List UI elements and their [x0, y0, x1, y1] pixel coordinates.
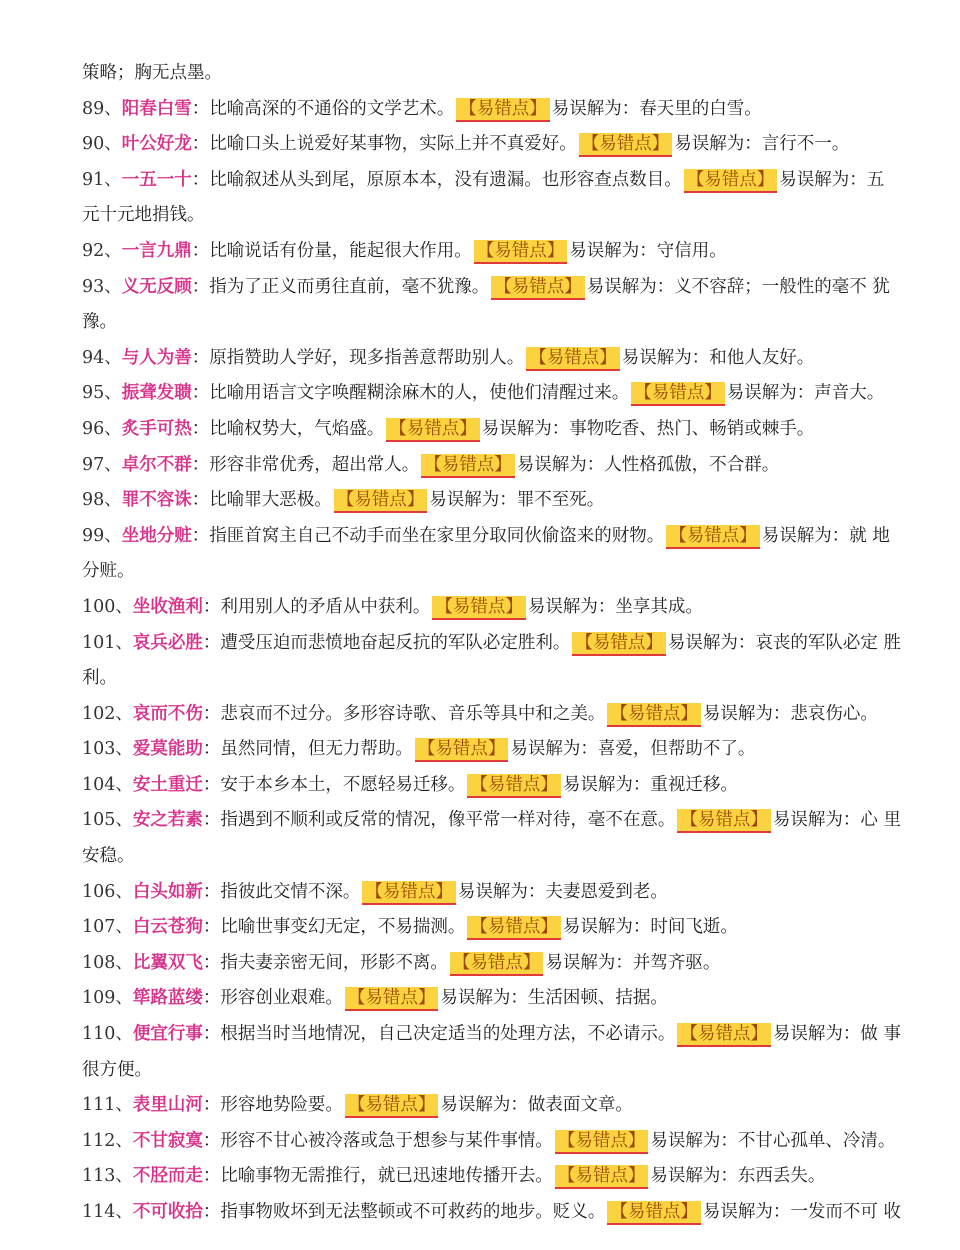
idiom-definition: ：悲哀而不过分。多形容诗歌、音乐等具中和之美。 — [202, 703, 606, 724]
error-prone-tag: 【易错点】 — [572, 632, 666, 656]
idiom-definition: ：形容创业艰难。 — [202, 988, 343, 1009]
idiom-term: 白头如新 — [132, 881, 203, 902]
misread-meaning: 春天里的白雪。 — [639, 98, 762, 119]
error-prone-tag: 【易错点】 — [450, 952, 544, 976]
entry-number: 96、 — [82, 418, 122, 439]
error-prone-tag: 【易错点】 — [456, 98, 550, 122]
misread-meaning: 生活困顿、拮据。 — [527, 988, 668, 1009]
misread-prefix: 易误解为： — [545, 952, 633, 973]
misread-meaning: 守信用。 — [656, 240, 727, 261]
entry-number: 97、 — [82, 454, 122, 475]
idiom-term: 坐收渔利 — [132, 596, 203, 617]
idiom-definition: ：比喻权势大，气焰盛。 — [191, 418, 385, 439]
misread-prefix: 易误解为： — [772, 810, 861, 831]
misread-meaning: 做 事 — [860, 1024, 901, 1045]
misread-prefix: 易误解为： — [429, 490, 517, 511]
idiom-term: 坐地分赃 — [121, 525, 192, 546]
idiom-list — [82, 92, 901, 1231]
idiom-entry — [82, 412, 878, 448]
misread-prefix: 易误解为： — [569, 240, 657, 261]
idiom-term: 表里山河 — [132, 1095, 203, 1116]
misread-meaning: 心 里 — [860, 810, 901, 831]
idiom-entry — [82, 1088, 878, 1124]
misread-prefix: 易误解为： — [527, 596, 616, 617]
idiom-definition: ：形容非常优秀，超出常人。 — [191, 454, 420, 475]
idiom-entry — [82, 163, 885, 234]
entry-continuation: 很方便。 — [82, 1059, 152, 1080]
entry-line — [82, 1195, 901, 1231]
entry-line — [82, 732, 878, 768]
idiom-definition: ：遭受压迫而悲愤地奋起反抗的军队必定胜利。 — [202, 632, 571, 653]
idiom-term: 哀兵必胜 — [132, 632, 203, 653]
misread-prefix: 易误解为： — [562, 917, 651, 938]
idiom-entry — [82, 1195, 901, 1231]
error-prone-tag: 【易错点】 — [684, 169, 778, 193]
idiom-entry — [82, 341, 878, 377]
error-prone-tag: 【易错点】 — [579, 133, 673, 157]
misread-meaning: 哀丧的军队必定 胜 — [755, 632, 901, 653]
idiom-definition: ：根据当时当地情况，自己决定适当的处理方法，不必请示。 — [202, 1024, 676, 1045]
idiom-definition: ：比喻叙述从头到尾，原原本本，没有遗漏。也形容查点数目。 — [191, 169, 682, 190]
error-prone-tag: 【易错点】 — [421, 454, 515, 478]
entry-line — [82, 946, 878, 982]
misread-meaning: 事物吃香、热门、畅销或棘手。 — [569, 418, 815, 439]
entry-line — [82, 519, 890, 555]
idiom-definition: ：指为了正义而勇往直前，毫不犹豫。 — [191, 276, 490, 297]
misread-prefix: 易误解为： — [779, 169, 867, 190]
idiom-entry — [82, 519, 890, 590]
error-prone-tag: 【易错点】 — [555, 1130, 649, 1154]
entry-number: 93、 — [82, 276, 122, 297]
entry-line — [82, 92, 878, 128]
error-prone-tag: 【易错点】 — [432, 596, 526, 620]
idiom-term: 一言九鼎 — [121, 240, 192, 261]
idiom-definition: ：比喻说话有份量，能起很大作用。 — [191, 240, 472, 261]
error-prone-tag: 【易错点】 — [415, 738, 509, 762]
misread-meaning: 五 — [866, 169, 885, 190]
misread-prefix: 易误解为： — [702, 1202, 791, 1222]
error-prone-tag: 【易错点】 — [491, 276, 585, 300]
entry-number: 111、 — [82, 1095, 133, 1116]
idiom-term: 不可收拾 — [132, 1202, 203, 1222]
idiom-term: 白云苍狗 — [132, 917, 203, 938]
idiom-term: 安土重迁 — [132, 774, 203, 795]
misread-meaning: 时间飞逝。 — [650, 917, 738, 938]
idiom-term: 比翼双飞 — [132, 952, 203, 973]
misread-prefix: 易误解为： — [761, 525, 850, 546]
entry-line — [82, 981, 878, 1017]
misread-meaning: 和他人友好。 — [709, 347, 815, 368]
error-prone-tag: 【易错点】 — [386, 418, 480, 442]
misread-prefix: 易误解为： — [726, 383, 815, 404]
idiom-definition: ：比喻高深的不通俗的文学艺术。 — [191, 98, 455, 119]
idiom-term: 便宜行事 — [132, 1024, 203, 1045]
entry-number: 91、 — [82, 169, 122, 190]
misread-meaning: 不甘心孤单、冷清。 — [737, 1130, 896, 1151]
entry-number: 89、 — [82, 98, 122, 119]
idiom-term: 阳春白雪 — [121, 98, 192, 119]
error-prone-tag: 【易错点】 — [677, 1023, 771, 1047]
idiom-definition: ：指夫妻亲密无间，形影不离。 — [202, 952, 448, 973]
entry-line — [82, 910, 878, 946]
misread-meaning: 并驾齐驱。 — [632, 952, 721, 973]
entry-line — [82, 626, 901, 662]
entry-line — [82, 412, 878, 448]
misread-meaning: 就 地 — [849, 525, 890, 546]
entry-continuation: 利。 — [82, 668, 117, 689]
entry-line — [82, 448, 878, 484]
entry-number: 109、 — [82, 988, 133, 1009]
entry-line — [82, 483, 878, 519]
entry-number: 110、 — [82, 1024, 133, 1045]
idiom-definition: ：比喻用语言文字唤醒糊涂麻木的人，使他们清醒过来。 — [191, 383, 630, 404]
idiom-definition: ：利用别人的矛盾从中获利。 — [202, 596, 431, 617]
entry-number: 92、 — [82, 240, 122, 261]
entry-line — [82, 341, 878, 377]
idiom-entry — [82, 270, 890, 341]
error-prone-tag: 【易错点】 — [474, 240, 568, 264]
error-prone-tag: 【易错点】 — [345, 987, 439, 1011]
misread-prefix: 易误解为： — [481, 418, 570, 439]
entry-line — [82, 376, 885, 412]
idiom-term: 卓尔不群 — [121, 454, 192, 475]
idiom-definition: ：安于本乡本土，不愿轻易迁移。 — [202, 774, 466, 795]
misread-prefix: 易误解为： — [772, 1024, 861, 1045]
error-prone-tag: 【易错点】 — [467, 774, 561, 798]
misread-prefix: 易误解为： — [667, 632, 756, 653]
idiom-entry — [82, 768, 878, 804]
entry-line — [82, 1124, 896, 1160]
idiom-term: 筚路蓝缕 — [132, 988, 203, 1009]
idiom-entry — [82, 234, 878, 270]
idiom-entry — [82, 1124, 896, 1160]
idiom-definition: ：指遇到不顺利或反常的情况，像平常一样对待，毫不在意。 — [202, 810, 676, 831]
idiom-term: 罪不容诛 — [121, 490, 192, 511]
idiom-definition: ：虽然同情，但无力帮助。 — [202, 739, 413, 760]
idiom-term: 义无反顾 — [121, 276, 192, 297]
entry-number: 104、 — [82, 774, 133, 795]
entry-number: 100、 — [82, 596, 133, 617]
misread-prefix: 易误解为： — [650, 1130, 738, 1151]
misread-meaning: 坐享其成。 — [615, 596, 703, 617]
entry-number: 108、 — [82, 952, 133, 973]
misread-meaning: 悲哀伤心。 — [790, 703, 878, 724]
error-prone-tag: 【易错点】 — [607, 1201, 701, 1225]
idiom-entry — [82, 1159, 878, 1195]
idiom-entry — [82, 376, 885, 412]
idiom-term: 爱莫能助 — [132, 739, 203, 760]
continuation-line: 策略；胸无点墨。 — [82, 63, 222, 83]
idiom-definition: ：指事物败坏到无法整顿或不可救药的地步。贬义。 — [202, 1202, 606, 1222]
idiom-entry — [82, 910, 878, 946]
error-prone-tag: 【易错点】 — [555, 1165, 649, 1189]
misread-meaning: 言行不一。 — [761, 134, 850, 155]
idiom-entry — [82, 92, 878, 128]
entry-continuation: 豫。 — [82, 312, 117, 333]
idiom-term: 安之若素 — [132, 810, 203, 831]
idiom-definition: ：比喻罪大恶极。 — [191, 490, 332, 511]
idiom-entry — [82, 946, 878, 982]
idiom-term: 不胫而走 — [132, 1166, 203, 1187]
misread-prefix: 易误解为： — [457, 881, 546, 902]
error-prone-tag: 【易错点】 — [467, 916, 561, 940]
misread-meaning: 声音大。 — [814, 383, 885, 404]
idiom-entry — [82, 697, 878, 733]
entry-line — [82, 1159, 878, 1195]
misread-prefix: 易误解为： — [621, 347, 710, 368]
idiom-entry — [82, 1017, 901, 1088]
misread-meaning: 义不容辞；一般性的毫不 犹 — [674, 276, 890, 297]
idiom-term: 叶公好龙 — [121, 134, 192, 155]
misread-meaning: 重视迁移。 — [650, 774, 738, 795]
error-prone-tag: 【易错点】 — [362, 881, 456, 905]
misread-prefix: 易误解为： — [562, 774, 651, 795]
idiom-definition: ：指匪首窝主自己不动手而坐在家里分取同伙偷盗来的财物。 — [191, 525, 665, 546]
entry-number: 113、 — [82, 1166, 133, 1187]
idiom-entry — [82, 803, 901, 874]
idiom-entry — [82, 483, 878, 519]
misread-prefix: 易误解为： — [702, 703, 791, 724]
misread-meaning: 罪不至死。 — [516, 490, 605, 511]
entry-number: 98、 — [82, 490, 122, 511]
entry-number: 106、 — [82, 881, 133, 902]
entry-number: 114、 — [82, 1202, 133, 1222]
idiom-entry — [82, 732, 878, 768]
idiom-definition: ：指彼此交情不深。 — [202, 881, 361, 902]
misread-prefix: 易误解为： — [440, 988, 528, 1009]
misread-meaning: 人性格孤傲，不合群。 — [604, 454, 780, 475]
misread-prefix: 易误解为： — [551, 98, 640, 119]
entry-continuation: 元十元地捐钱。 — [82, 205, 205, 226]
entry-line — [82, 163, 885, 199]
error-prone-tag: 【易错点】 — [666, 525, 760, 549]
idiom-entry — [82, 981, 878, 1017]
idiom-entry — [82, 127, 878, 163]
misread-prefix: 易误解为： — [586, 276, 675, 297]
entry-continuation: 分赃。 — [82, 561, 135, 582]
idiom-definition: ：比喻世事变幻无定，不易揣测。 — [202, 917, 466, 938]
idiom-entry — [82, 590, 878, 626]
misread-meaning: 做表面文章。 — [527, 1095, 633, 1116]
error-prone-tag: 【易错点】 — [345, 1094, 439, 1118]
error-prone-tag: 【易错点】 — [526, 347, 620, 371]
idiom-term: 振聋发聩 — [121, 383, 192, 404]
error-prone-tag: 【易错点】 — [334, 489, 428, 513]
idiom-definition: ：比喻事物无需推行，就已迅速地传播开去。 — [202, 1166, 553, 1187]
error-prone-tag: 【易错点】 — [631, 382, 725, 406]
idiom-term: 不甘寂寞 — [132, 1130, 203, 1151]
error-prone-tag: 【易错点】 — [607, 703, 701, 727]
idiom-definition: ：形容不甘心被冷落或急于想参与某件事情。 — [202, 1130, 553, 1151]
misread-meaning: 夫妻恩爱到老。 — [545, 881, 668, 902]
misread-meaning: 东西丢失。 — [737, 1166, 826, 1187]
misread-meaning: 一发而不可 收 — [790, 1202, 901, 1222]
entry-line — [82, 768, 878, 804]
misread-prefix: 易误解为： — [440, 1095, 528, 1116]
entry-number: 102、 — [82, 703, 133, 724]
misread-meaning: 喜爱，但帮助不了。 — [597, 739, 756, 760]
idiom-entry — [82, 448, 878, 484]
idiom-definition: ：形容地势险要。 — [202, 1095, 343, 1116]
entry-line — [82, 270, 890, 306]
entry-line — [82, 590, 878, 626]
entry-number: 94、 — [82, 347, 122, 368]
entry-number: 101、 — [82, 632, 133, 653]
entry-number: 103、 — [82, 739, 133, 760]
idiom-term: 一五一十 — [121, 169, 192, 190]
entry-continuation: 安稳。 — [82, 846, 135, 867]
entry-number: 107、 — [82, 917, 133, 938]
entry-number: 95、 — [82, 383, 122, 404]
entry-line — [82, 127, 878, 163]
idiom-term: 炙手可热 — [121, 418, 192, 439]
entry-line — [82, 697, 878, 733]
idiom-term: 与人为善 — [121, 347, 192, 368]
idiom-definition: ：比喻口头上说爱好某事物，实际上并不真爱好。 — [191, 134, 577, 155]
entry-number: 99、 — [82, 525, 122, 546]
misread-prefix: 易误解为： — [674, 134, 762, 155]
idiom-entry — [82, 626, 901, 697]
entry-line — [82, 234, 878, 270]
idiom-term: 哀而不伤 — [132, 703, 203, 724]
entry-number: 90、 — [82, 134, 122, 155]
entry-line — [82, 803, 901, 839]
entry-number: 105、 — [82, 810, 133, 831]
misread-prefix: 易误解为： — [510, 739, 598, 760]
entry-number: 112、 — [82, 1130, 133, 1151]
misread-prefix: 易误解为： — [516, 454, 605, 475]
idiom-entry — [82, 875, 878, 911]
entry-line — [82, 1088, 878, 1124]
entry-line — [82, 875, 878, 911]
entry-line — [82, 1017, 901, 1053]
idiom-definition: ：原指赞助人学好，现多指善意帮助别人。 — [191, 347, 525, 368]
misread-prefix: 易误解为： — [650, 1166, 738, 1187]
error-prone-tag: 【易错点】 — [677, 809, 771, 833]
